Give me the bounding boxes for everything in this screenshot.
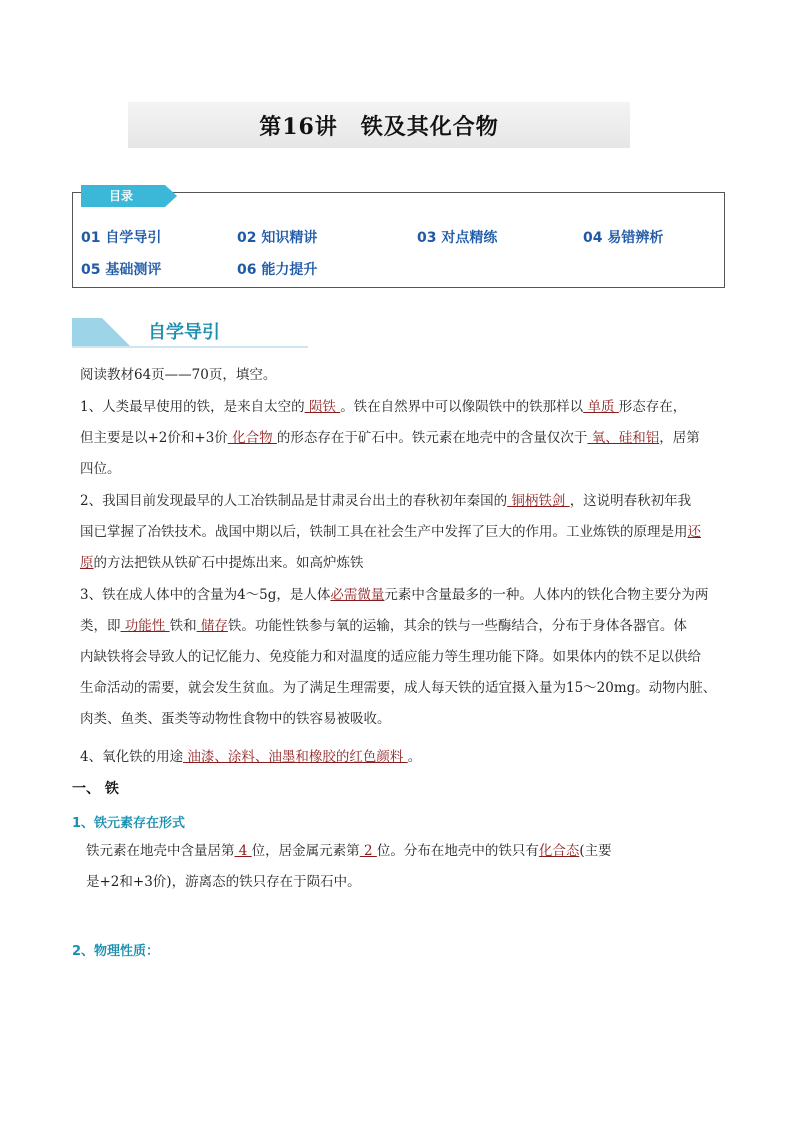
answer-blank: 2 xyxy=(359,843,377,859)
text: 2、我国目前发现最早的人工冶铁制品是甘肃灵台出土的春秋初年秦国的 xyxy=(80,493,508,509)
text: 的形态存在于矿石中。铁元素在地壳中的含量仅次于 xyxy=(276,430,588,446)
text: 铁元素在地壳中含量居第 xyxy=(86,843,235,859)
text: 类，即 xyxy=(80,618,121,634)
paragraph-3 xyxy=(80,580,728,735)
answer-blank: 4 xyxy=(234,843,252,859)
toc-item-4[interactable]: 04 易错辨析 xyxy=(583,230,664,246)
text: 的方法把铁从铁矿石中提炼出来。如高炉炼铁 xyxy=(93,555,364,571)
toc-badge xyxy=(81,185,173,207)
answer-blank: 还 xyxy=(687,524,701,540)
subheading-existence: 1、铁元素存在形式 xyxy=(72,816,186,831)
toc-item-2[interactable]: 02 知识精讲 xyxy=(237,230,318,246)
page-title: 第16讲 铁及其化合物 xyxy=(259,114,499,140)
text: 1、人类最早使用的铁，是来自太空的 xyxy=(80,399,305,415)
text: ，居第 xyxy=(659,430,700,446)
answer-blank: 油漆、涂料、油墨和橡胶的红色颜料 xyxy=(183,749,408,765)
section-header xyxy=(72,318,312,348)
text: 四位。 xyxy=(80,461,121,477)
text: 内缺铁将会导致人的记忆能力、免疫能力和对温度的适应能力等生理功能下降。如果体内的铁不足以供给 xyxy=(80,649,701,665)
toc-item-5[interactable]: 05 基础测评 xyxy=(81,262,162,278)
answer-blank: 必需微量 xyxy=(330,587,385,603)
text: ，这说明春秋初年我 xyxy=(569,493,692,509)
answer-blank: 单质 xyxy=(583,399,619,415)
text: 铁和 xyxy=(169,618,197,634)
text: 形态存在， xyxy=(618,399,687,415)
section-header-decoration xyxy=(72,318,132,346)
paragraph-1 xyxy=(80,392,728,485)
text: 。铁在自然界中可以像陨铁中的铁那样以 xyxy=(340,399,584,415)
subheading-physical-properties: 2、物理性质： xyxy=(72,944,160,959)
intro-text xyxy=(80,360,728,391)
intro-line: 阅读教材64页——70页，填空。 xyxy=(80,367,277,383)
text: 。 xyxy=(407,749,422,765)
text: 国已掌握了冶铁技术。战国中期以后，铁制工具在社会生产中发挥了巨大的作用。工业炼铁的原理是用 xyxy=(80,524,688,540)
text: 是+2和+3价)，游离态的铁只存在于陨石中。 xyxy=(86,874,361,890)
text: (主要 xyxy=(579,843,612,859)
table-of-contents xyxy=(72,189,725,288)
answer-blank: 功能性 xyxy=(120,618,170,634)
text: 肉类、鱼类、蛋类等动物性食物中的铁容易被吸收。 xyxy=(80,711,391,727)
section-title: 自学导引 xyxy=(148,322,220,343)
text: 位，居金属元素第 xyxy=(251,843,360,859)
text: 生命活动的需要，就会发生贫血。为了满足生理需要，成人每天铁的适宜摄入量为15～20mg。动物内脏、 xyxy=(80,680,717,696)
text: 位。分布在地壳中的铁只有 xyxy=(376,843,539,859)
text: 3、铁在成人体中的含量为4～5g，是人体 xyxy=(80,587,331,603)
heading-iron: 一、 铁 xyxy=(72,781,119,797)
paragraph-2 xyxy=(80,486,728,579)
answer-blank: 原 xyxy=(80,555,94,571)
paragraph-4 xyxy=(80,742,728,773)
title-banner xyxy=(128,102,630,148)
text: 4、氧化铁的用途 xyxy=(80,749,184,765)
answer-blank: 氧、硅和铝 xyxy=(587,430,660,446)
section-header-underline xyxy=(72,346,308,348)
toc-item-6[interactable]: 06 能力提升 xyxy=(237,262,318,278)
text: 元素中含量最多的一种。人体内的铁化合物主要分为两 xyxy=(384,587,709,603)
answer-blank: 铜柄铁剑 xyxy=(507,493,570,509)
toc-item-1[interactable]: 01 自学导引 xyxy=(81,230,162,246)
text: 但主要是以+2价和+3价 xyxy=(80,430,228,446)
toc-badge-label: 目录 xyxy=(108,189,133,203)
answer-blank: 储存 xyxy=(196,618,228,634)
answer-blank: 陨铁 xyxy=(304,399,341,415)
toc-item-3[interactable]: 03 对点精练 xyxy=(417,230,498,246)
existence-text xyxy=(86,836,734,898)
answer-blank: 化合物 xyxy=(227,430,277,446)
answer-blank: 化合态 xyxy=(538,843,580,859)
text: 铁。功能性铁参与氧的运输，其余的铁与一些酶结合，分布于身体各器官。体 xyxy=(227,618,687,634)
